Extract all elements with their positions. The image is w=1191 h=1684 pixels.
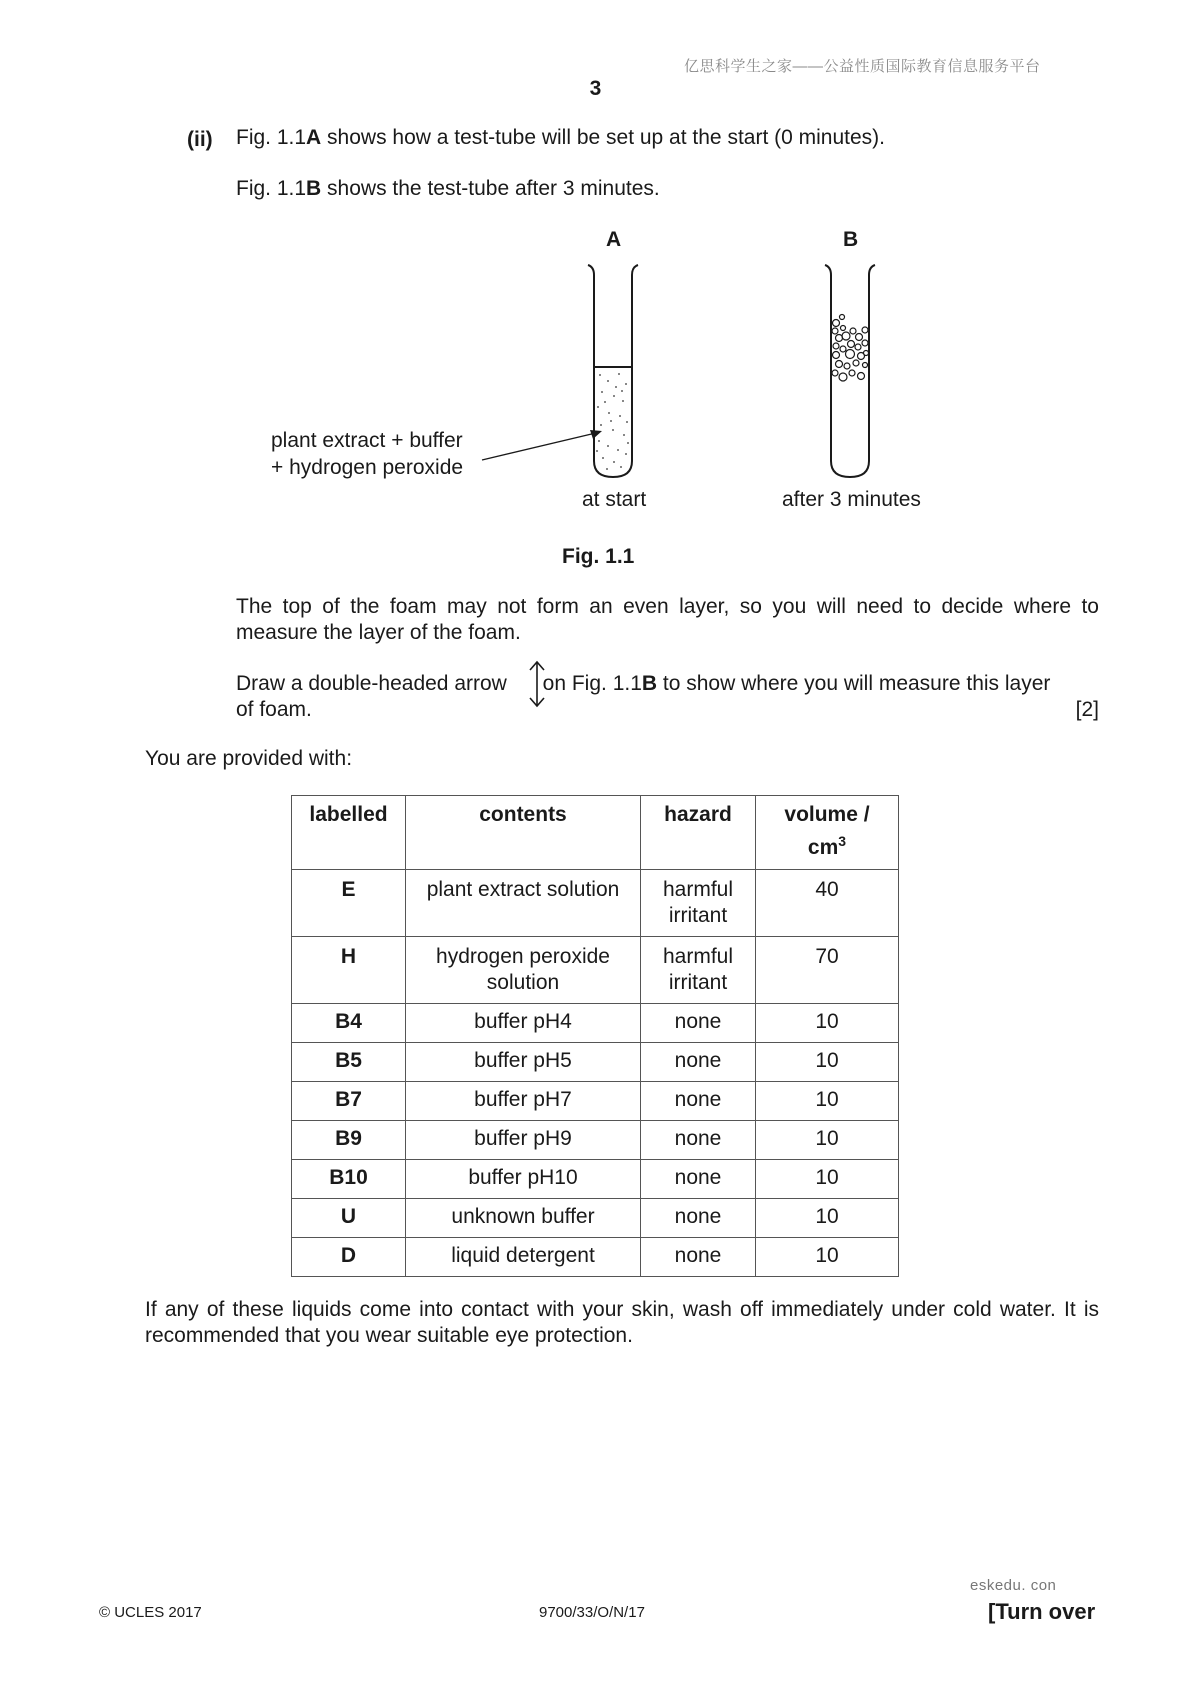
draw-pre: Draw a double-headed arrow: [236, 672, 507, 695]
cell-label: B9: [292, 1121, 406, 1160]
cell-label: B4: [292, 1004, 406, 1043]
line2-post: shows the test-tube after 3 minutes.: [321, 177, 660, 200]
draw-instruction: [236, 671, 1099, 723]
draw-line-2: of foam.: [236, 698, 312, 721]
materials-table: [291, 795, 899, 1277]
header-volume: [756, 796, 899, 870]
line1-pre: Fig. 1.1: [236, 126, 307, 149]
table-row: [292, 1043, 899, 1082]
question-line-2: [236, 176, 660, 202]
cell-contents: buffer pH7: [406, 1082, 641, 1121]
copyright: © UCLES 2017: [99, 1604, 202, 1621]
cell-label: H: [292, 937, 406, 1004]
cell-volume: 10: [756, 1199, 899, 1238]
cell-label: B7: [292, 1082, 406, 1121]
test-tube-figure: [430, 255, 950, 485]
cell-hazard: none: [641, 1160, 756, 1199]
figure-label-a: A: [606, 228, 622, 251]
table-row: [292, 1199, 899, 1238]
cell-label: B10: [292, 1160, 406, 1199]
line2-bold: B: [306, 177, 322, 200]
watermark-text: 亿思科学生之家——公益性质国际教育信息服务平台: [684, 58, 1041, 75]
table-row: [292, 1121, 899, 1160]
caption-at-start: at start: [582, 488, 647, 511]
marks-label: [2]: [1075, 698, 1099, 721]
caption-after-3-minutes: after 3 minutes: [782, 488, 921, 511]
provided-intro: You are provided with:: [145, 747, 353, 770]
line1-post: shows how a test-tube will be set up at the start (0 minutes).: [321, 126, 885, 149]
cell-hazard: harmful irritant: [641, 870, 756, 937]
header-hazard: hazard: [641, 796, 756, 870]
cell-volume: 70: [756, 937, 899, 1004]
cell-contents: plant extract solution: [406, 870, 641, 937]
table-row: [292, 1004, 899, 1043]
table-row: [292, 870, 899, 937]
draw-bold: B: [641, 672, 658, 695]
annotation-line-1: plant extract + buffer: [271, 429, 463, 452]
cell-hazard: none: [641, 1238, 756, 1277]
line2-pre: Fig. 1.1: [236, 177, 307, 200]
table-row: [292, 1082, 899, 1121]
question-line-1: [236, 125, 885, 151]
table-row: [292, 1160, 899, 1199]
cell-hazard: none: [641, 1121, 756, 1160]
annotation-arrow: [482, 430, 602, 460]
figure-caption: Fig. 1.1: [562, 545, 635, 568]
header-labelled: labelled: [292, 796, 406, 870]
table-header-row: [292, 796, 899, 870]
cell-volume: 10: [756, 1004, 899, 1043]
cell-contents: buffer pH5: [406, 1043, 641, 1082]
turn-over: [Turn over: [988, 1599, 1096, 1624]
header-contents: contents: [406, 796, 641, 870]
figure-label-b: B: [843, 228, 859, 251]
cell-label: E: [292, 870, 406, 937]
cell-contents: buffer pH4: [406, 1004, 641, 1043]
double-headed-arrow-icon: [528, 660, 546, 708]
table-row: [292, 1238, 899, 1277]
cell-volume: 10: [756, 1043, 899, 1082]
line1-bold: A: [306, 126, 322, 149]
cell-volume: 10: [756, 1160, 899, 1199]
cell-hazard: harmful irritant: [641, 937, 756, 1004]
cell-volume: 10: [756, 1238, 899, 1277]
annotation-line-2: + hydrogen peroxide: [271, 456, 464, 479]
cell-contents: hydrogen peroxide solution: [406, 937, 641, 1004]
liquid-speckles: [596, 373, 629, 470]
cell-label: D: [292, 1238, 406, 1277]
figure-annotation: [271, 427, 463, 481]
site-watermark: eskedu. con: [970, 1577, 1057, 1594]
cell-label: U: [292, 1199, 406, 1238]
test-tube-a: [588, 265, 638, 477]
draw-post: to show where you will measure this layer: [657, 672, 1051, 695]
draw-instruction-left: [236, 671, 1050, 697]
cell-hazard: none: [641, 1004, 756, 1043]
cell-hazard: none: [641, 1199, 756, 1238]
cell-contents: liquid detergent: [406, 1238, 641, 1277]
header-volume-exponent: 3: [838, 833, 847, 849]
cell-volume: 40: [756, 870, 899, 937]
cell-hazard: none: [641, 1043, 756, 1082]
foam-instruction: The top of the foam may not form an even layer, so you will need to decide where to measure the layer of the foam.: [236, 595, 1099, 644]
cell-contents: unknown buffer: [406, 1199, 641, 1238]
cell-label: B5: [292, 1043, 406, 1082]
page-number: 3: [589, 77, 602, 100]
cell-contents: buffer pH9: [406, 1121, 641, 1160]
draw-mid: on Fig. 1.1: [536, 672, 642, 695]
foam-bubbles: [832, 315, 869, 382]
question-number: (ii): [187, 128, 213, 151]
safety-text: If any of these liquids come into contact with your skin, wash off immediately under cold water. It is recommended that you wear suitable eye protection.: [145, 1298, 1099, 1347]
cell-volume: 10: [756, 1082, 899, 1121]
table-row: [292, 937, 899, 1004]
cell-volume: 10: [756, 1121, 899, 1160]
cell-hazard: none: [641, 1082, 756, 1121]
header-volume-text: volume / cm: [784, 803, 870, 859]
paper-code: 9700/33/O/N/17: [539, 1604, 645, 1621]
cell-contents: buffer pH10: [406, 1160, 641, 1199]
